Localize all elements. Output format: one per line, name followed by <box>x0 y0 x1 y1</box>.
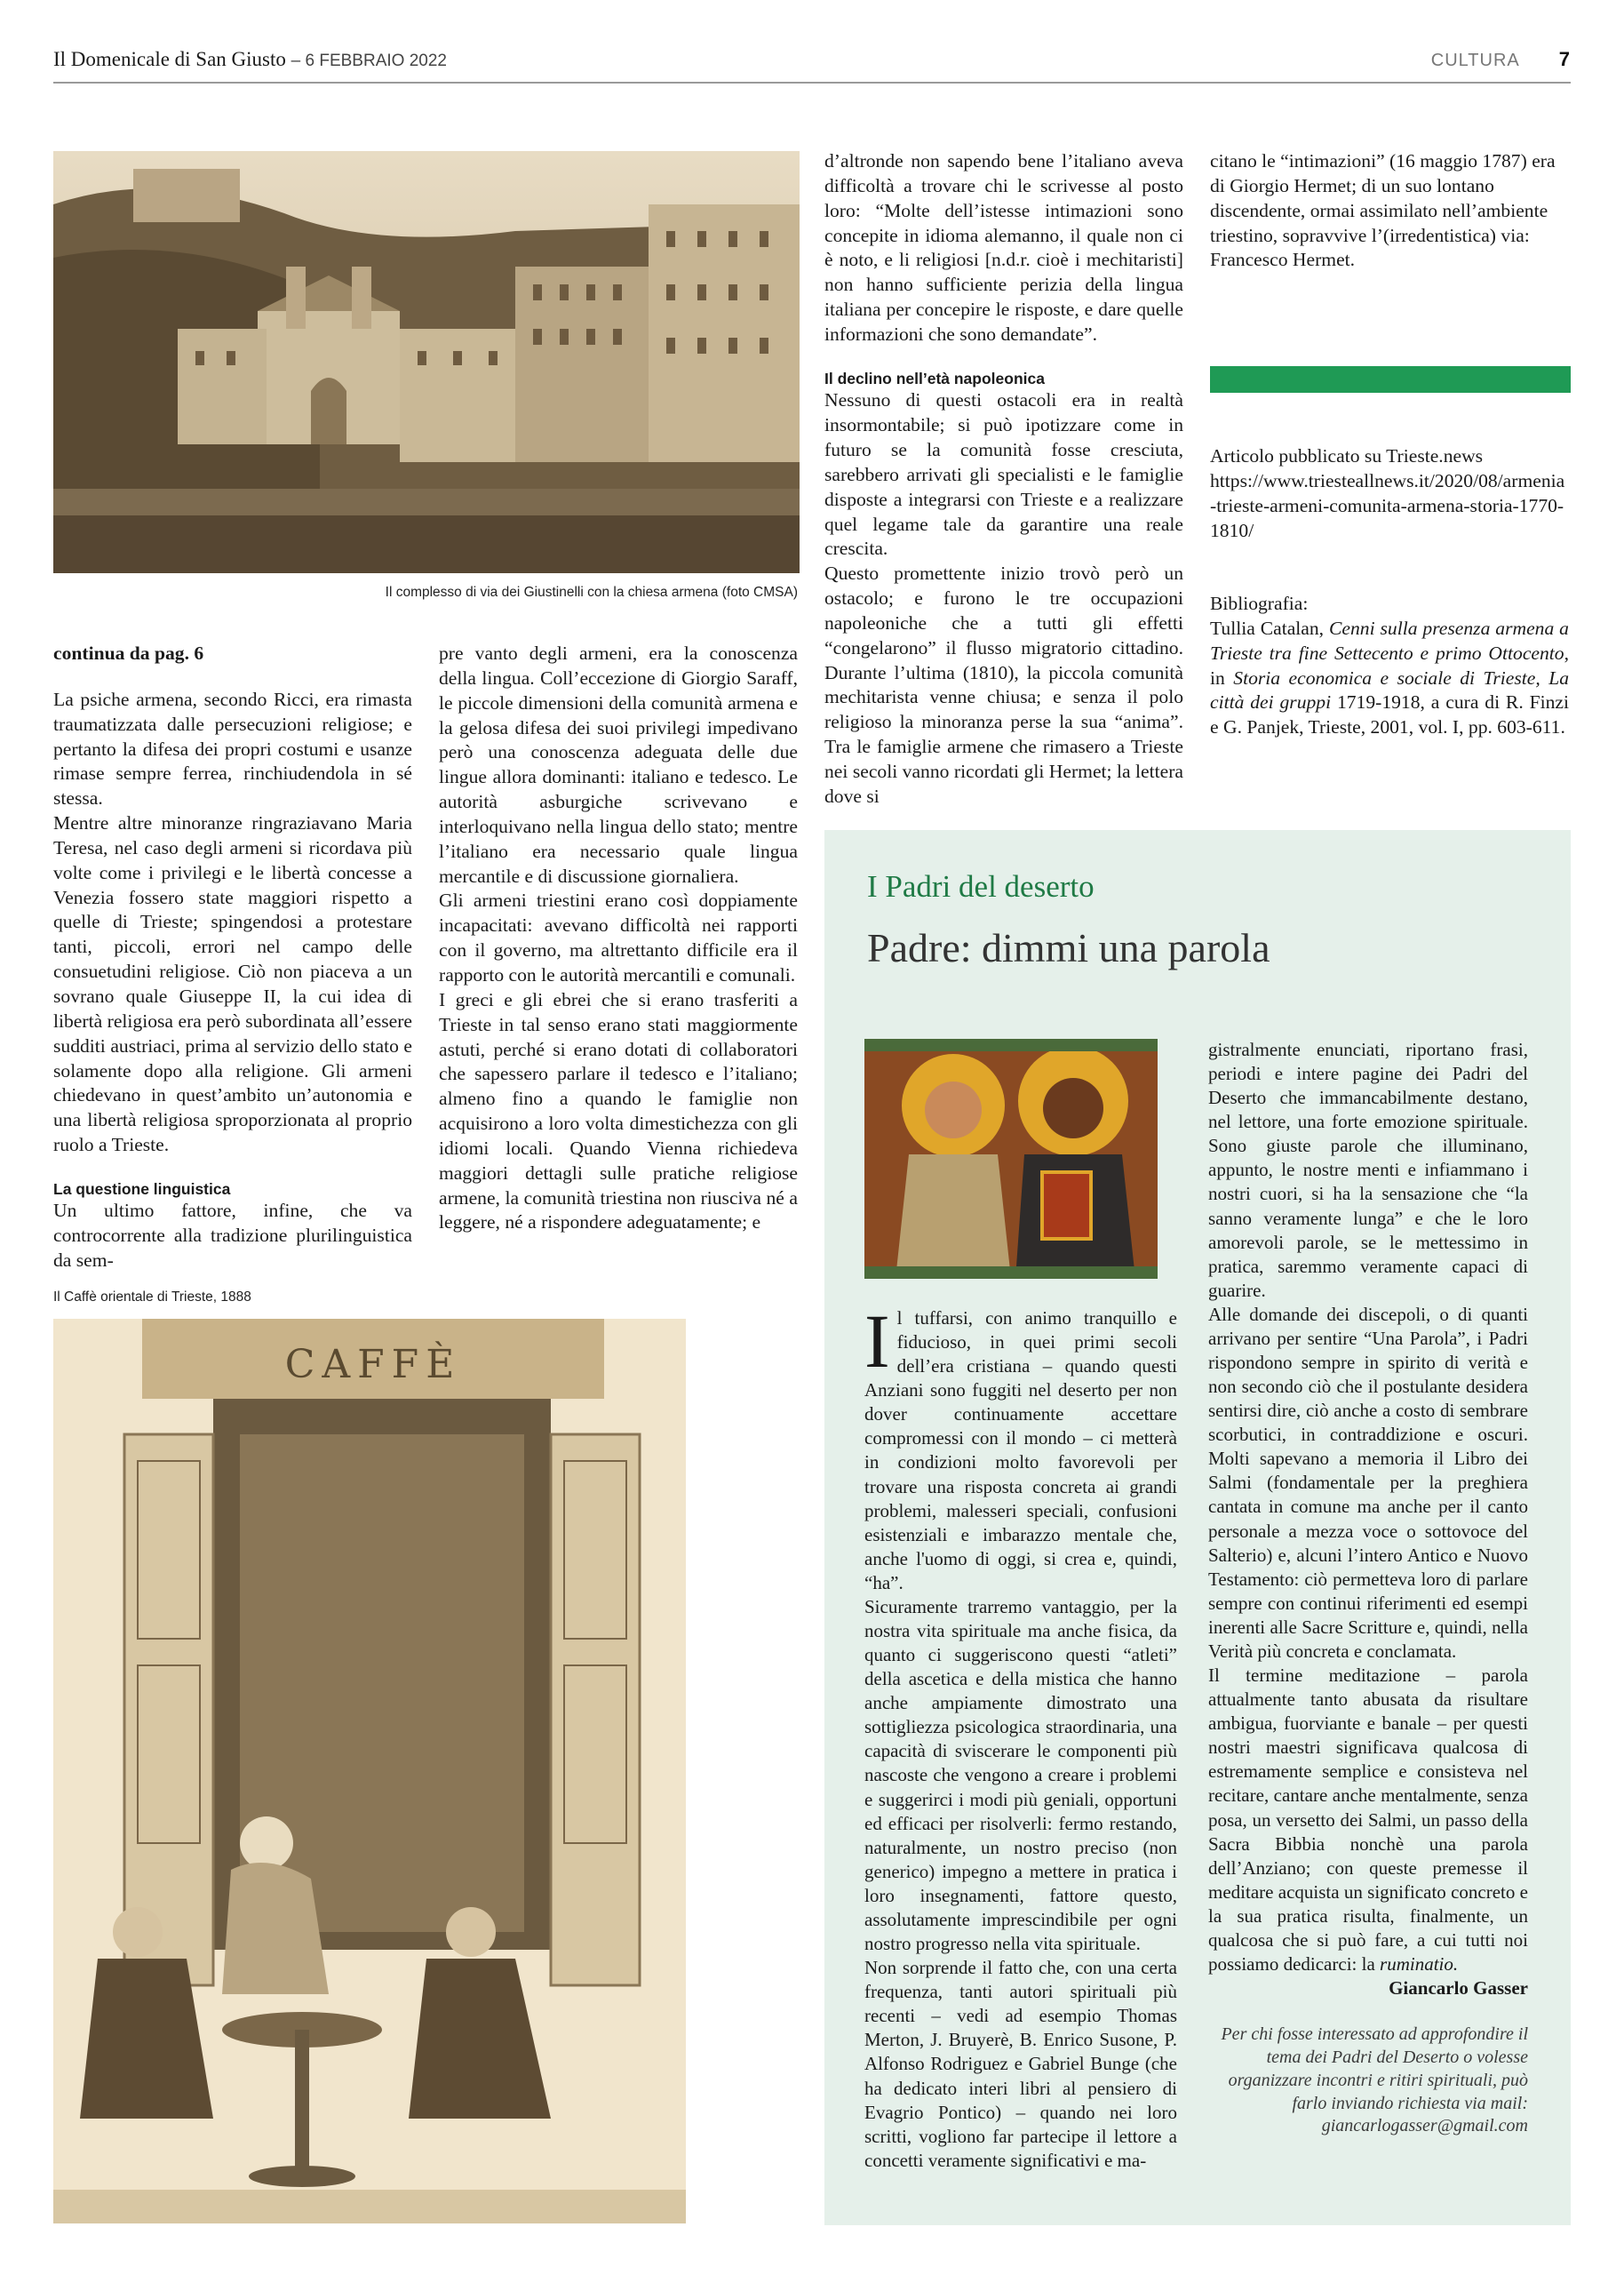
col2-paragraph-3: I greci e gli ebrei che si erano trasferiti a Trieste in tal senso erano stati maggiormente astuti, perché si erano dotati di collaboratori che sapessero parlare il tedesco e l’italiano; almeno fino a quando le famiglie non acquisirono a loro volta dimestichezza con gli idiomi locali. Quando Vienna richiedeva maggiori dettagli sulle pratiche religiose armene, la comunità triestina non riusciva né a leggere, né a rispondere adeguatamente; e <box>439 988 798 1233</box>
box-right-p3-text: Il termine meditazione – parola attualmente tanto abusata da risultare ambigua, fuorviante e banale – per questi nostri maestri significava qualcosa di estremamente semplice e consisteva nel recitare, cantare anche mentalmente, senza posa, un versetto dei Salmi, un passo della Sacra Bibbia nonchè una parola dell’Anziano; con queste premesse il meditare acquista un significato concreto e la sua pratica risulta, finalmente, un qualcosa che si può fare, a cui tutti noi possiamo dedicarci: la <box>1208 1664 1528 1975</box>
church-photo-illustration <box>53 151 800 573</box>
col1-paragraph-2: Mentre altre minoranze ringraziavano Maria Teresa, nel caso degli armeni si ricordava più volte come i privilegi e le libertà concesse a Venezia fossero state maggiori rispetto a quelle di Trieste; spingendosi a protestare tanti, piccoli, errori nel campo delle consuetudini religiose. Ciò non piaceva a un sovrano quale Giuseppe II, la cui idea di libertà religiosa era però subordinata all’essere sudditi austriaci, prima al servizio dello stato e solamente dopo alla religione. Gli armeni chiedevano in quest’ambito un’autonomia e una libertà religiosa sproporzionata al proprio ruolo a Trieste. <box>53 812 412 1156</box>
col3-paragraph-2: Nessuno di questi ostacoli era in realtà insormontabile; si può ipotizzare come in futuro se la comunità fosse cresciuta, sarebbero arrivati gli specialisti e le famiglie disposte a integrarsi con Trieste e a realizzare quel legame tale da garantire una reale crescita. <box>824 389 1183 560</box>
biblio-author: Tullia Catalan, <box>1210 617 1329 639</box>
box-title: Padre: dimmi una parola <box>867 925 1270 970</box>
article-column-3 <box>824 149 1183 810</box>
desert-fathers-box <box>824 830 1571 2225</box>
col4-paragraph-1: citano le “intimazioni” (16 maggio 1787) era di Giorgio Hermet; di un suo lontano discendente, ormai assimilato nell’ambiente triestino, sopravvive l’(irredentistica) via: Francesco Hermet. <box>1210 150 1556 271</box>
caffe-engraving-illustration <box>53 1319 686 2223</box>
box-author: Giancarlo Gasser <box>1389 1977 1528 2000</box>
col2-paragraph-2: Gli armeni triestini erano così doppiamente incapacitati: avevano difficoltà nei rapporti con il governo, ma altrettanto difficile era il rapporto con le autorità mercantili e comunali. <box>439 890 798 986</box>
running-header <box>53 48 447 71</box>
col1-paragraph-1: La psiche armena, secondo Ricci, era rimasta traumatizzata dalle persecuzioni religiose; e pertanto la difesa dei propri costumi e usanze rimase sempre ferrea, rinchiudendola in sé stessa. <box>53 688 412 810</box>
biblio-mid: , in <box>1210 642 1569 689</box>
header-rule <box>53 82 1571 84</box>
box-right-paragraph-1: gistralmente enunciati, riportano frasi, periodi e intere pagine dei Padri del Deserto che immancabilmente destano, nel lettore, una forte emozione spirituale. Sono giuste parole che illuminano, appunto, le nostre menti e infiammano i nostri cuori, si ha la sensazione che “la sanno veramente lunga” e che le loro amorevoli parole, se le mettessimo in pratica, saremmo veramente capaci di guarire. <box>1208 1039 1528 1301</box>
ruminatio-word: ruminatio. <box>1380 1952 1459 1975</box>
caffe-sign-text: CAFFÈ <box>284 1342 462 1387</box>
article-column-1 <box>53 642 412 1273</box>
col2-paragraph-1: pre vanto degli armeni, era la conoscenza della lingua. Coll’eccezione di Giorgio Saraff, le piccole dimensioni della comunità armena e la gelosa difesa dei suoi privilegi impedivano però una conoscenza adeguata delle due lingue allora dominanti: italiano e tedesco. Le autorità asburgiche scrivevano e interloquivano nella lingua dello stato; mentre l’italiano era necessario quale lingua mercantile e di discussione giornaliera. <box>439 643 798 887</box>
source-label: Articolo pubblicato su Trieste.news <box>1210 445 1484 467</box>
issue-date: – 6 FEBBRAIO 2022 <box>291 52 447 70</box>
caffe-engraving <box>53 1319 686 2223</box>
article-column-4 <box>1210 149 1569 273</box>
bibliography <box>1210 592 1569 740</box>
col1-paragraph-3: Un ultimo fattore, infine, che va controcorrente alla tradizione plurilinguistica da sem- <box>53 1200 412 1272</box>
article-column-2 <box>439 642 798 1235</box>
drop-cap: I <box>864 1298 890 1384</box>
subhead-language: La questione linguistica <box>53 1179 231 1198</box>
publication-name: Il Domenicale di San Giusto <box>53 48 286 70</box>
church-photo <box>53 151 800 573</box>
article-source <box>1210 444 1569 543</box>
source-url[interactable]: https://www.triesteallnews.it/2020/08/armenia-trieste-armeni-comunita-armena-storia-1770-1810/ <box>1210 469 1565 541</box>
col3-paragraph-1: d’altronde non sapendo bene l’italiano aveva difficoltà a trovare chi le scrivesse al posto loro: “Molte dell’istesse intimazioni sono concepite in idioma alemanno, il quale non ci è noto, e li religiosi [n.d.r. cioè i mechitaristi] non hanno sufficiente perizia della lingua italiana per concepire le risposte, e dare quelle informazioni che sono demandate”. <box>824 150 1183 345</box>
box-right-paragraph-3 <box>1208 1664 1528 1976</box>
box-left-paragraph-1 <box>864 1298 1177 1595</box>
biblio-rest: 1719-1918, a cura di R. Finzi e G. Panjek, Trieste, 2001, vol. I, pp. 603-611. <box>1210 691 1569 738</box>
section-name: CULTURA <box>1430 51 1520 70</box>
bibliography-label: Bibliografia: <box>1210 593 1309 614</box>
box-kicker: I Padri del deserto <box>867 869 1095 904</box>
bibliography-entry <box>1210 617 1569 740</box>
subhead-decline: Il declino nell’età napoleonica <box>824 369 1045 387</box>
box-right-paragraph-2: Alle domande dei discepoli, o di quanti arrivano per sentire “Una Parola”, i Padri rispondono sempre in spirito di verità e non secondo ciò che il postulante desidera sentirsi dire, ciò anche a costo di sembrare scorbutici, in contraddizione e oscuri. Molti sapevano a memoria il Libro dei Salmi (fondamentale per la preghiera cantata in comune ma anche per il canto personale a mezza voce o sottovoce del Salterio) e, alcuni l’intero Antico e Nuovo Testamento: ciò permetteva loro di parlare sempre con continui riferimenti ed esempi inerenti alle Sacre Scritture e, quindi, nella Verità più concreta e conclamata. <box>1208 1303 1528 1662</box>
biblio-book: Storia economica e sociale di Trieste, La città dei gruppi <box>1210 667 1569 714</box>
section-header <box>1431 48 1571 71</box>
continued-note: continua da pag. 6 <box>53 643 204 664</box>
green-rule <box>1210 366 1571 393</box>
biblio-title: Cenni sulla presenza armena a Trieste tra fine Settecento e primo Ottocento <box>1210 617 1569 664</box>
box-contact-note: Per chi fosse interessato ad approfondire il tema dei Padri del Deserto o volesse organizzare incontri e ritiri spirituali, può farlo inviando richiesta via mail: giancarlogasser@gmail.com <box>1221 2024 1528 2136</box>
box-left-paragraph-2: Sicuramente trarremo vantaggio, per la nostra vita spirituale ma anche fisica, da quanto ci suggeriscono questi “atleti” della ascetica e della mistica che hanno anche ampiamente dimostrato una sottigliezza psicologica straordinaria, una capacità di sviscerare le componenti più nascoste che vengono a creare i problemi e suggerirci i modi più geniali, opportuni ed efficaci per risolverli: fermo restando, naturalmente, un nostro preciso (non generico) impegno a mettere in pratica i loro insegnamenti, fattore questo, assolutamente imprescindibile per ogni nostro progresso nella vita spirituale. <box>864 1595 1177 1955</box>
box-column-left <box>864 1298 1177 2173</box>
caffe-photo-caption: Il Caffè orientale di Trieste, 1888 <box>53 1289 251 1305</box>
christ-and-abbot-menas-icon <box>864 1039 1158 1279</box>
col3-paragraph-3: Questo promettente inizio trovò però un ostacolo; e furono le tre occupazioni napoleoniche che a tutti gli effetti “congelarono” il flusso migratorio cittadino. Durante l’ultima (1810), la piccola comunità mechitarista venne chiusa; e senza il polo religioso la minoranza perse la sua “anima”. Tra le famiglie armene che rimasero a Trieste nei secoli vanno ricordati gli Hermet; la lettera dove si <box>824 563 1183 807</box>
box-left-paragraph-3: Non sorprende il fatto che, con una certa frequenza, tanti autori spirituali più recenti – vedi ad esempio Thomas Merton, J. Bruyerè, B. Enrico Susone, P. Alfonso Rodriguez e Gabriel Bunge (che ha dedicato interi libri al pensiero di Evagrio Pontico) – quando nei loro scritti, vogliono far partecipe il lettore a concetti veramente significativi e ma- <box>864 1957 1177 2171</box>
church-photo-caption: Il complesso di via dei Giustinelli con la chiesa armena (foto CMSA) <box>385 585 798 600</box>
box-column-right <box>1208 1038 1528 2138</box>
box-left-p1-text: l tuffarsi, con animo tranquillo e fiducioso, in quei primi secoli dell’era cristiana – quando questi Anziani sono fuggiti nel deserto per non dover continuamente accettare compromessi con il mondo – ci metterà in condizioni molto favorevoli per trovare una risposta concreta ai grandi problemi, malesseri speciali, confusioni esistenziali e imbarazzo mentale che, anche l'uomo di oggi, si crea e, quindi, “ha”. <box>864 1307 1177 1593</box>
coptic-icon-image <box>864 1039 1158 1279</box>
page-number: 7 <box>1558 48 1571 70</box>
